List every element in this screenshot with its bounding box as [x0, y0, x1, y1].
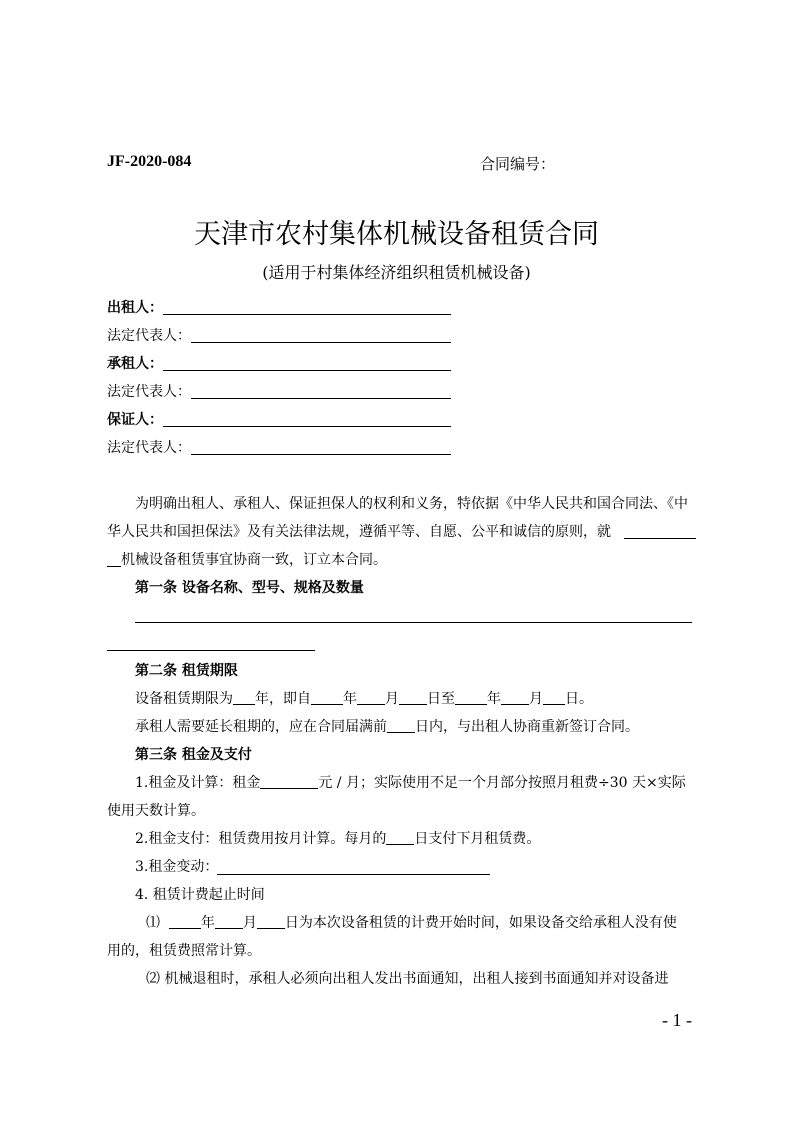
billing-text-c: 月: [242, 915, 257, 931]
rent-calc-line: [135, 774, 686, 792]
billing-period-heading: 4. 租赁计费起止时间: [135, 887, 265, 903]
lessor-representative-blank: [191, 342, 451, 343]
end-year-blank: [455, 690, 487, 705]
rent-change-label: 3.租金变动：: [135, 859, 219, 875]
start-month-blank: [357, 690, 385, 705]
term-text-h: 日。: [565, 691, 593, 707]
intro-equipment-blank: [624, 538, 696, 539]
rent-calc-text-a: 1.租金及计算：租金: [135, 775, 261, 791]
lessor-label: 出租人：: [107, 300, 163, 316]
document-subtitle: (适用于村集体经济组织租赁机械设备): [262, 263, 531, 282]
contract-number-label: 合同编号：: [480, 155, 556, 173]
rent-payment-text-a: 2.租金支付：租赁费用按月计算。每月的: [135, 831, 387, 847]
extension-days-blank: [387, 718, 415, 733]
billing-day-blank: [257, 914, 285, 929]
rent-payment-text-b: 日支付下月租赁费。: [414, 831, 541, 847]
article-2-heading: 第二条 租赁期限: [135, 663, 238, 679]
rent-calc-text-b: 元 / 月；实际使用不足一个月部分按照月租费÷30 天×实际: [318, 775, 686, 791]
lessee-label: 承租人：: [107, 356, 163, 372]
end-month-blank: [501, 690, 529, 705]
term-text-a: 设备租赁期限为: [135, 691, 233, 707]
guarantor-blank: [163, 426, 451, 427]
guarantor-label: 保证人：: [107, 412, 163, 428]
lessee-representative-blank: [191, 398, 451, 399]
document-code: JF-2020-084: [107, 153, 192, 170]
billing-month-blank: [215, 914, 243, 929]
term-text-c: 年: [343, 691, 357, 707]
payment-day-blank: [386, 830, 414, 845]
billing-start-num: ⑴: [146, 915, 160, 931]
guarantor-representative-label: 法定代表人：: [107, 440, 191, 456]
article-1-blank-2: [107, 650, 315, 651]
billing-year-blank: [169, 914, 201, 929]
extension-text-a: 承租人需要延长租期的，应在合同届满前: [135, 719, 387, 735]
intro-equipment-blank-cont: [107, 566, 121, 567]
guarantor-representative-blank: [191, 454, 451, 455]
start-day-blank: [399, 690, 427, 705]
article-3-heading: 第三条 租金及支付: [135, 747, 252, 763]
billing-start-cont: 用的，租赁费照常计算。: [107, 943, 261, 959]
article-1-blank-1: [135, 622, 692, 623]
intro-line-1: 为明确出租人、承租人、保证担保人的权利和义务，特依据《中华人民共和国合同法、《中: [135, 496, 688, 512]
intro-line-2: 华人民共和国担保法》及有关法律法规，遵循平等、自愿、公平和诚信的原则，就: [107, 524, 611, 540]
term-text-g: 月: [529, 691, 543, 707]
start-year-blank: [311, 690, 343, 705]
billing-text-b: 年: [200, 915, 215, 931]
term-years-blank: [233, 690, 255, 705]
billing-text-d: 日为本次设备租赁的计费开始时间，如果设备交给承租人没有使: [284, 915, 677, 931]
rent-amount-blank: [260, 774, 318, 789]
document-title: 天津市农村集体机械设备租赁合同: [194, 219, 599, 250]
return-notice-line: ⑵ 机械退租时，承租人必须向出租人发出书面通知，出租人接到书面通知并对设备进: [146, 971, 669, 987]
end-day-blank: [543, 690, 565, 705]
term-text-f: 年: [487, 691, 501, 707]
article-1-heading: 第一条 设备名称、型号、规格及数量: [135, 580, 364, 596]
article-2-extension-line: [135, 718, 639, 736]
rent-calc-cont: 使用天数计算。: [107, 803, 205, 819]
rent-payment-line: [135, 830, 540, 848]
extension-text-b: 日内，与出租人协商重新签订合同。: [415, 719, 639, 735]
lessor-blank: [163, 314, 451, 315]
term-text-d: 月: [385, 691, 399, 707]
rent-change-blank: [217, 874, 490, 875]
term-text-e: 日至: [427, 691, 455, 707]
article-2-term-line: [135, 690, 593, 708]
lessee-blank: [163, 370, 451, 371]
page-number: - 1 -: [662, 1010, 692, 1030]
term-text-b: 年，即自: [255, 691, 311, 707]
lessee-representative-label: 法定代表人：: [107, 384, 191, 400]
intro-line-3: 机械设备租赁事宜协商一致，订立本合同。: [121, 552, 387, 568]
billing-start-line: [146, 914, 677, 932]
lessor-representative-label: 法定代表人：: [107, 328, 191, 344]
